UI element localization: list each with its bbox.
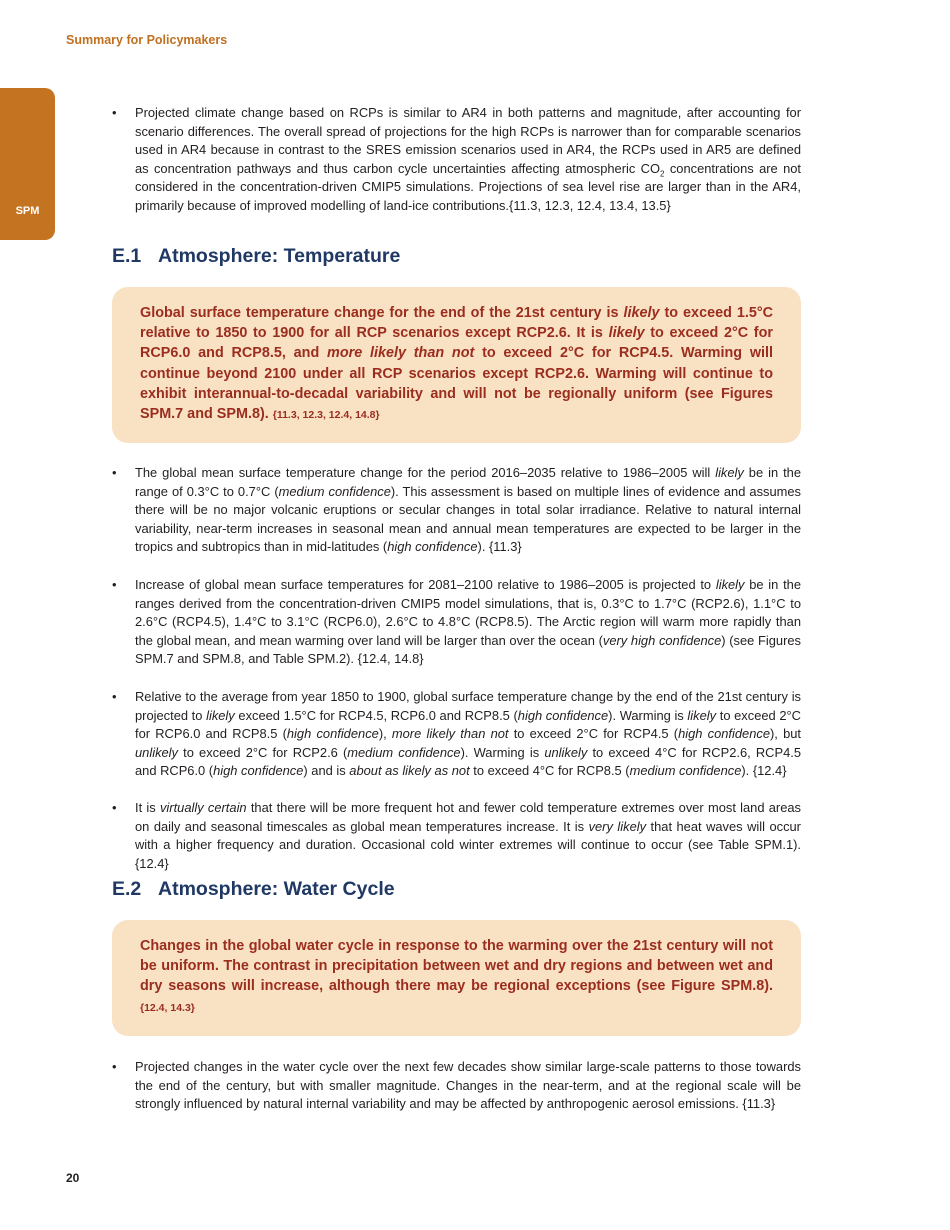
bullet-dot: • bbox=[112, 465, 117, 480]
bullet-intro bbox=[112, 104, 801, 216]
bullet-e1-4 bbox=[112, 799, 801, 873]
bullet-dot: • bbox=[112, 105, 117, 120]
bullet-e1-2 bbox=[112, 576, 801, 669]
section-heading-e2 bbox=[112, 878, 395, 901]
bullet-dot: • bbox=[112, 1059, 117, 1074]
running-header: Summary for Policymakers bbox=[66, 33, 228, 47]
section-title: Atmosphere: Temperature bbox=[158, 245, 401, 267]
summary-box-e2 bbox=[112, 920, 801, 1036]
summary-text-e1: Global surface temperature change for the end of the 21st century is likely to exceed 1.5°C relative to 1850 to 1900 for all RCP scenarios except RCP2.6. It is likely to exceed 2°C for RCP6.0 and RCP8.5, and more likely than not to exceed 2°C for RCP4.5. Warming will continue beyond 2100 under all RCP scenarios except RCP2.6. Warming will continue to exhibit interannual-to-decadal variability and will not be regionally uniform (see Figures SPM.7 and SPM.8). {11.3, 12.3, 12.4, 14.8} bbox=[140, 305, 774, 423]
page-number: 20 bbox=[66, 1171, 80, 1185]
section-heading-e1 bbox=[112, 245, 400, 268]
section-number: E.2 bbox=[112, 878, 142, 900]
bullet-e2-1 bbox=[112, 1058, 801, 1114]
reference-citation: {11.3, 12.3, 12.4, 14.8} bbox=[272, 409, 380, 422]
bullet-text: Increase of global mean surface temperatures for 2081–2100 relative to 1986–2005 is projected to likely be in the ranges derived from the concentration-driven CMIP5 model simulations, that is, 0.3°C to 1.7°C (RCP2.6), 1.1°C to 2.6°C (RCP4.5), 1.4°C to 3.1°C (RCP6.0), 2.6°C to 4.8°C (RCP8.5). The Arctic region will warm more rapidly than the global mean, and mean warming over land will be larger than over the ocean (very high confidence) (see Figures SPM.7 and SPM.8, and Table SPM.2). {12.4, 14.8} bbox=[135, 577, 801, 667]
side-tab-label: SPM bbox=[15, 205, 40, 217]
bullet-dot: • bbox=[112, 800, 117, 815]
bullet-e1-3 bbox=[112, 688, 801, 781]
bullet-text: Relative to the average from year 1850 to 1900, global surface temperature change by the end of the 21st century is projected to likely exceed 1.5°C for RCP4.5, RCP6.0 and RCP8.5 (high confidence). Warming is likely to exceed 2°C for RCP6.0 and RCP8.5 (high confidence), more likely than not to exceed 2°C for RCP4.5 (high confidence), but unlikely to exceed 2°C for RCP2.6 (medium confidence). Warming is unlikely to exceed 4°C for RCP2.6, RCP4.5 and RCP6.0 (high confidence) and is about as likely as not to exceed 4°C for RCP8.5 (medium confidence). {12.4} bbox=[135, 689, 801, 779]
reference-citation: {12.4, 14.3} bbox=[140, 1001, 195, 1014]
spm-side-tab bbox=[0, 88, 55, 240]
bullet-text: Projected changes in the water cycle over the next few decades show similar large-scale patterns to those towards the end of the century, but with smaller magnitude. Changes in the near-term, and at the regional scale will be strongly influenced by natural internal variability and may be affected by anthropogenic aerosol emissions. {11.3} bbox=[135, 1059, 801, 1112]
bullet-e1-1 bbox=[112, 464, 801, 557]
summary-box-e1 bbox=[112, 287, 801, 443]
bullet-text: Projected climate change based on RCPs is similar to AR4 in both patterns and magnitude, after accounting for scenario differences. The overall spread of projections for the high RCPs is narrower than for comparable scenarios used in AR4 because in contrast to the SRES emission scenarios used in AR4, the RCPs used in AR5 are defined as concentration pathways and thus carbon cycle uncertainties affecting atmospheric $CO_2$ concentrations are not considered in the concentration-driven CMIP5 simulations. Projections of sea level rise are larger than in the AR4, primarily because of improved modelling of land-ice contributions.{11.3, 12.3, 12.4, 13.4, 13.5} bbox=[135, 105, 802, 213]
bullet-text: The global mean surface temperature change for the period 2016–2035 relative to 1986–2005 will likely be in the range of 0.3°C to 0.7°C (medium confidence). This assessment is based on multiple lines of evidence and assumes there will be no major volcanic eruptions or secular changes in total solar irradiance. Relative to natural internal variability, near-term increases in seasonal mean and annual mean temperatures are expected to be larger in the tropics and subtropics than in mid-latitudes (high confidence). {11.3} bbox=[135, 465, 801, 555]
section-number: E.1 bbox=[112, 245, 142, 267]
bullet-dot: • bbox=[112, 689, 117, 704]
bullet-dot: • bbox=[112, 577, 117, 592]
bullet-text: It is virtually certain that there will be more frequent hot and fewer cold temperature extremes over most land areas on daily and seasonal timescales as global mean temperatures increase. It is very likely that heat waves will occur with a higher frequency and duration. Occasional cold winter extremes will continue to occur (see Table SPM.1). {12.4} bbox=[135, 800, 802, 871]
section-title: Atmosphere: Water Cycle bbox=[158, 878, 395, 900]
summary-text-e2: Changes in the global water cycle in response to the warming over the 21st century will not be uniform. The contrast in precipitation between wet and dry regions and between wet and dry seasons will increase, although there may be regional exceptions (see Figure SPM.8). {12.4, 14.3} bbox=[140, 938, 773, 1014]
